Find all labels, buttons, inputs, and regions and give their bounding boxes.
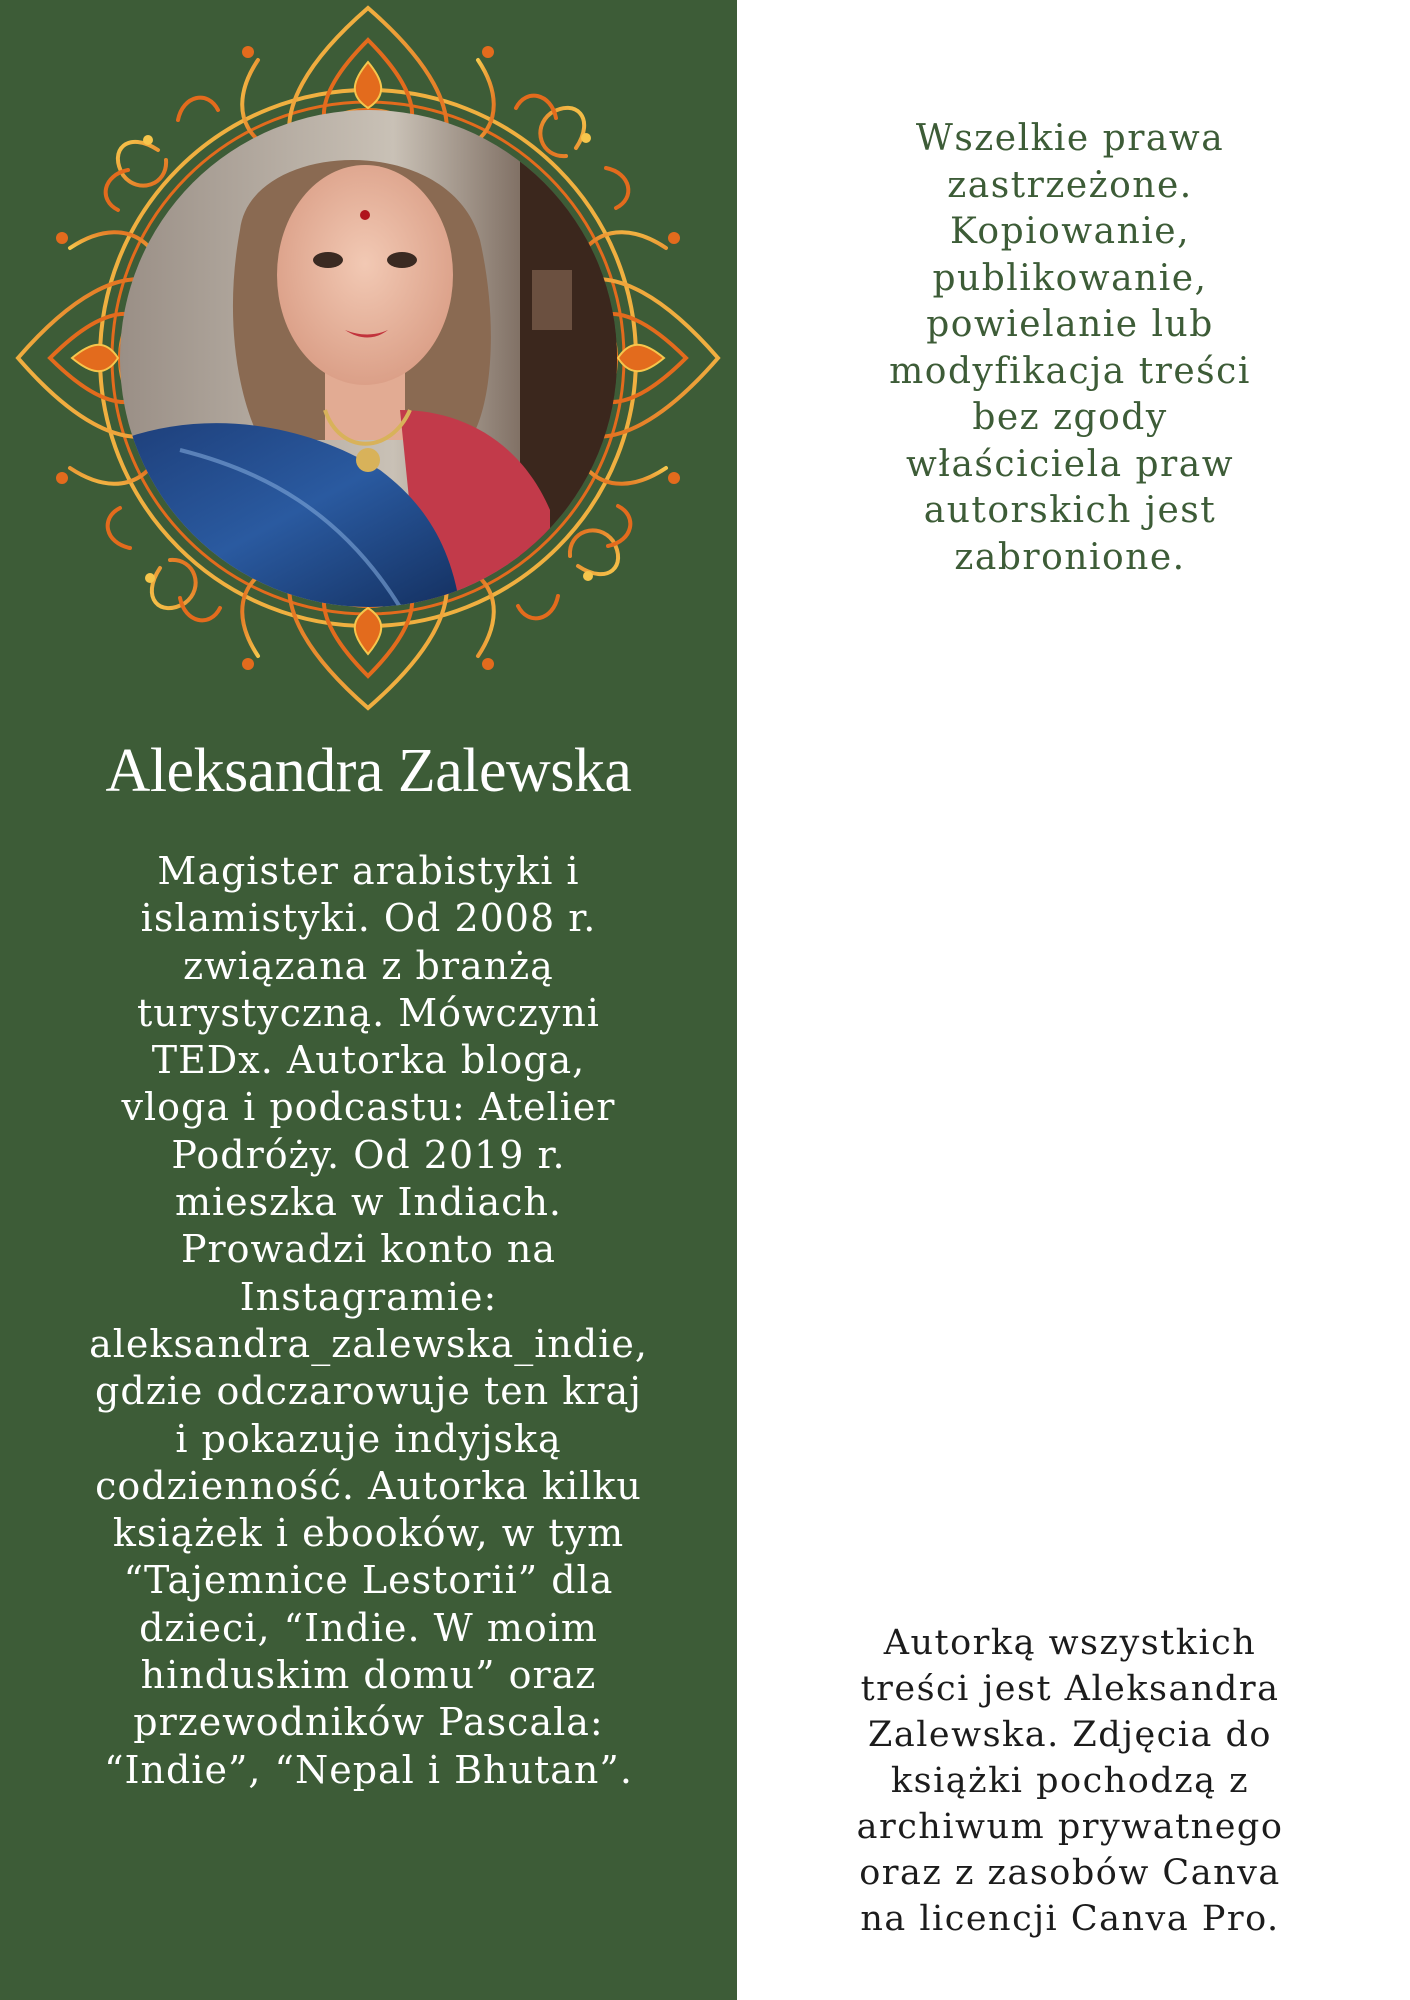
author-portrait-photo-icon <box>120 110 617 607</box>
author-portrait <box>120 110 617 607</box>
author-name: Aleksandra Zalewska <box>105 737 632 805</box>
credits-notice: Autorką wszystkich treści jest Aleksandra Zalewska. Zdjęcia do książki pochodzą z archiwum prywatnego oraz z zasobów Canva na licencji Canva Pro. <box>856 1623 1284 1939</box>
rights-notice: Wszelkie prawa zastrzeżone. Kopiowanie, publikowanie, powielanie lub modyfikacja treści bez zgody właściciela praw autorskich jest zabronione. <box>889 118 1251 578</box>
author-bio: Magister arabistyki i islamistyki. Od 2008 r. związana z branżą turystyczną. Mówczyni TEDx. Autorka bloga, vloga i podcastu: Atelier Podróży. Od 2019 r. mieszka w Indiach. Prowadzi konto na Instagramie: aleksandra_zalewska_indie, gdzie odczarowuje ten kraj i pokazuje indyjską codzienność. Autorka kilku książek i ebooków, w tym “Tajemnice Lestorii” dla dzieci, “Indie. W moim hinduskim domu” oraz przewodników Pascala: “Indie”, “Nepal i Bhutan”. <box>89 849 648 1792</box>
